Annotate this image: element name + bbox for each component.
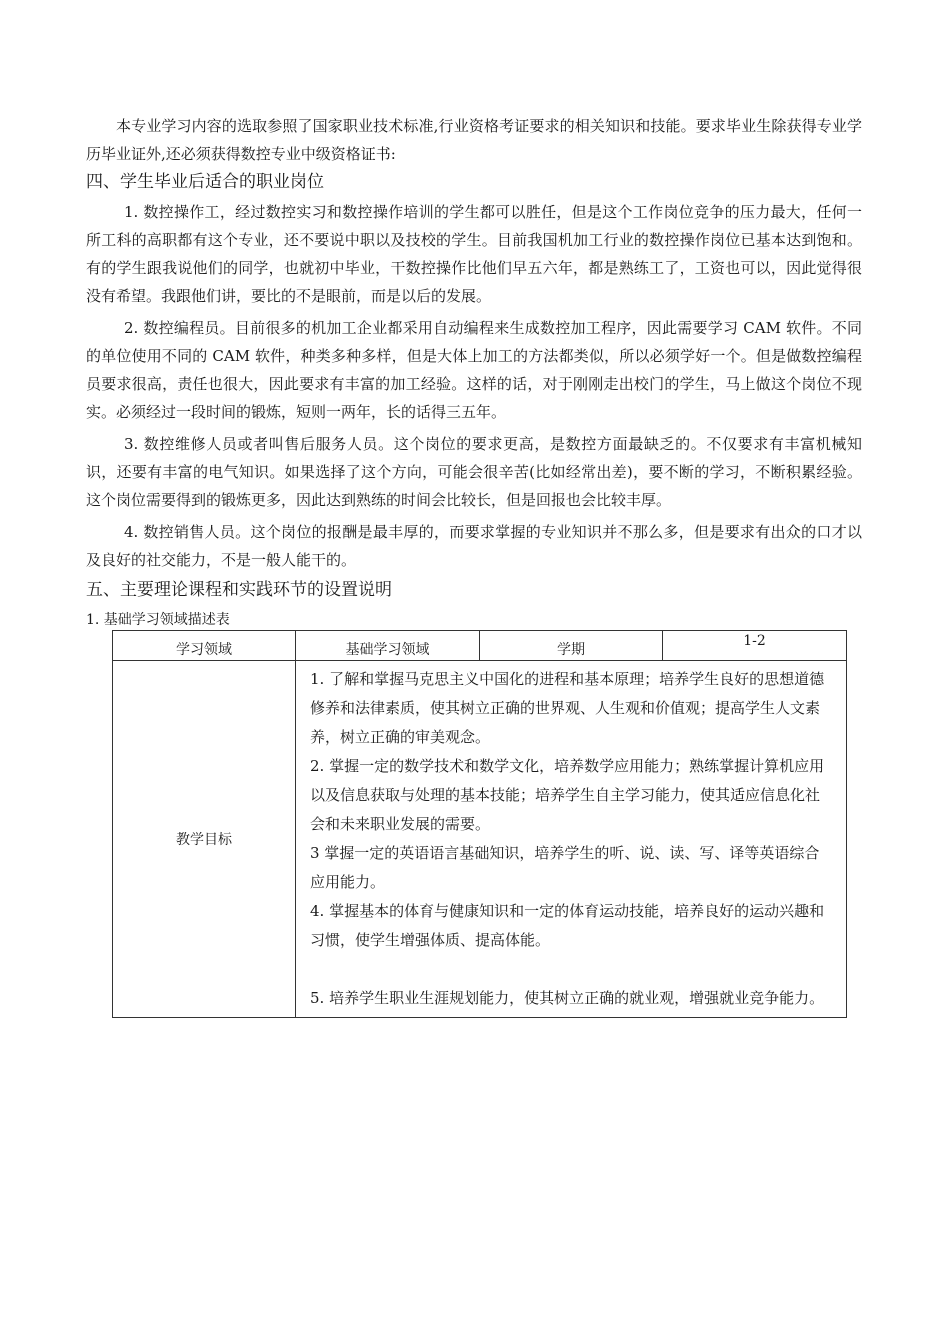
intro-paragraph: 本专业学习内容的选取参照了国家职业技术标准,行业资格考证要求的相关知识和技能。要求毕业生除获得专业学历毕业证外,还必须获得数控专业中级资格证书:	[86, 117, 862, 163]
goal-item-5: 5. 培养学生职业生涯规划能力，使其树立正确的就业观，增强就业竞争能力。	[310, 989, 825, 1007]
goals-label: 教学目标	[113, 661, 296, 1018]
table-caption: 1. 基础学习领域描述表	[86, 612, 230, 628]
job-item-2: 2. 数控编程员。目前很多的机加工企业都采用自动编程来生成数控加工程序，因此需要学习 CAM 软件。不同的单位使用不同的 CAM 软件，种类多种多样，但是大体上加工的方法都类似，所以必须学好一个。但是做数控编程员要求很高，责任也很大，因此要求有丰富的加工经验。这样的话，对于刚刚走出校门的学生，马上做这个岗位不现实。必须经过一段时间的锻炼，短则一两年，长的话得三五年。	[86, 319, 862, 421]
goal-item-2: 2. 掌握一定的数学技术和数学文化，培养数学应用能力；熟练掌握计算机应用以及信息获取与处理的基本技能；培养学生自主学习能力，使其适应信息化社会和未来职业发展的需要。	[310, 757, 825, 833]
table-row-goals	[113, 661, 847, 1018]
section-4-heading: 四、学生毕业后适合的职业岗位	[86, 172, 324, 192]
basic-learning-table	[112, 630, 847, 1018]
job-item-4: 4. 数控销售人员。这个岗位的报酬是最丰厚的，而要求掌握的专业知识并不那么多，但是要求有出众的口才以及良好的社交能力，不是一般人能干的。	[86, 523, 862, 569]
header-cell-semester: 学期	[480, 631, 663, 661]
job-item-3: 3. 数控维修人员或者叫售后服务人员。这个岗位的要求更高，是数控方面最缺乏的。不仅要求有丰富机械知识，还要有丰富的电气知识。如果选择了这个方向，可能会很辛苦(比如经常出差)，要不断的学习，不断积累经验。这个岗位需要得到的锻炼更多，因此达到熟练的时间会比较长，但是回报也会比较丰厚。	[86, 435, 862, 509]
job-item-1: 1. 数控操作工，经过数控实习和数控操作培训的学生都可以胜任，但是这个工作岗位竞争的压力最大，任何一所工科的高职都有这个专业，还不要说中职以及技校的学生。目前我国机加工行业的数控操作岗位已基本达到饱和。有的学生跟我说他们的同学，也就初中毕业，干数控操作比他们早五六年，都是熟练工了，工资也可以，因此觉得很没有希望。我跟他们讲，要比的不是眼前，而是以后的发展。	[86, 203, 862, 305]
table-header-row	[113, 631, 847, 661]
header-cell-field: 学习领域	[113, 631, 296, 661]
section-5-heading: 五、主要理论课程和实践环节的设置说明	[86, 580, 392, 600]
goal-item-1: 1. 了解和掌握马克思主义中国化的进程和基本原理；培养学生良好的思想道德修养和法律素质，使其树立正确的世界观、人生观和价值观；提高学生人文素养，树立正确的审美观念。	[310, 670, 825, 746]
goals-cell	[296, 661, 847, 1018]
document-page	[86, 112, 862, 1018]
header-cell-semester-value: 1-2	[663, 631, 847, 661]
header-cell-field-value: 基础学习领域	[296, 631, 480, 661]
goal-item-3: 3 掌握一定的英语语言基础知识，培养学生的听、说、读、写、译等英语综合应用能力。	[310, 844, 820, 891]
goal-item-4: 4. 掌握基本的体育与健康知识和一定的体育运动技能，培养良好的运动兴趣和习惯，使学生增强体质、提高体能。	[310, 902, 825, 949]
